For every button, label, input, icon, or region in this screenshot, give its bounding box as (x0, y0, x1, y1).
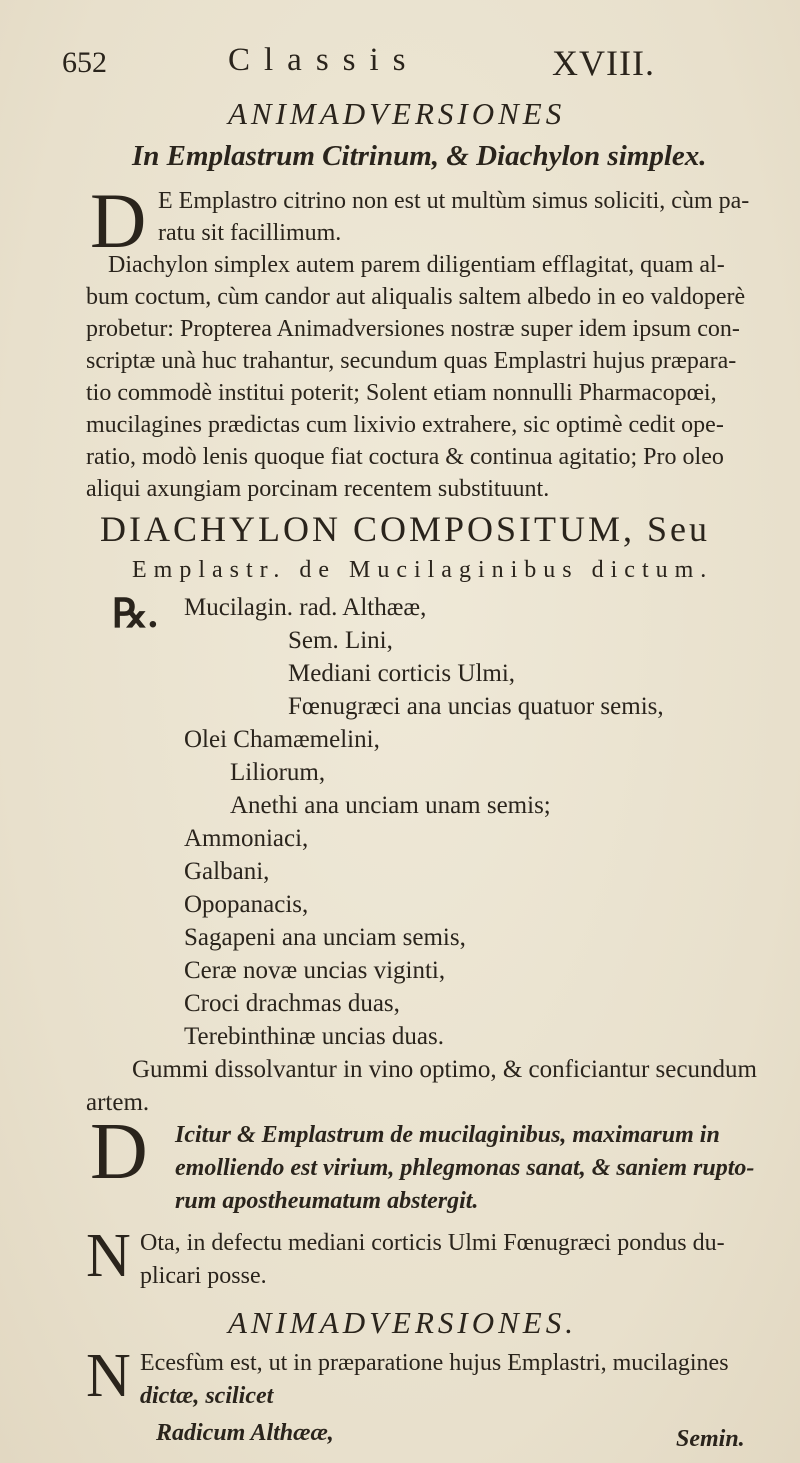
text-line: rum apostheumatum abstergit. (175, 1188, 479, 1214)
text-line: scriptæ unà huc trahantur, secundum quas Emplastri hujus præpara- (86, 348, 737, 374)
text-line: ratu sit facillimum. (158, 220, 342, 246)
class-word: Classis (228, 42, 420, 78)
ingredient-line: Anethi ana unciam unam semis; (230, 792, 551, 819)
ingredient-line: Opopanacis, (184, 891, 309, 918)
text-line: aliqui axungiam porcinam recentem substituunt. (86, 476, 550, 502)
text-line: Icitur & Emplastrum de mucilaginibus, maximarum in (175, 1122, 720, 1148)
page-number: 652 (62, 46, 107, 79)
ingredient-line: Mediani corticis Ulmi, (288, 660, 516, 687)
ingredient-line: Ceræ novæ uncias viginti, (184, 957, 446, 984)
text-line: mucilagines prædictas cum lixivio extrahere, sic optimè cedit ope- (86, 412, 724, 438)
drop-capital: N (86, 1222, 131, 1290)
ingredient-line: Terebinthinæ uncias duas. (184, 1023, 444, 1050)
drop-capital: N (86, 1342, 131, 1410)
catchword: Semin. (676, 1426, 745, 1452)
ingredient-line: Olei Chamæmelini, (184, 726, 380, 753)
ingredient-line: Sem. Lini, (288, 627, 393, 654)
text-line: tio commodè institui poterit; Solent etiam nonnulli Pharmacopœi, (86, 380, 717, 406)
section-subheading: In Emplastrum Citrinum, & Diachylon simplex. (132, 140, 707, 172)
ingredient-line: Liliorum, (230, 759, 326, 786)
drop-capital: D (90, 1108, 148, 1196)
recipe-title: DIACHYLON COMPOSITUM, Seu (100, 509, 711, 549)
recipe-symbol: ℞. (112, 591, 158, 636)
text-line: Diachylon simplex autem parem diligentiam efflagitat, quam al- (108, 252, 725, 278)
section-heading: ANIMADVERSIONES (228, 96, 566, 131)
ingredient-line: Mucilagin. rad. Althææ, (184, 594, 427, 621)
text-line: Ecesfùm est, ut in præparatione hujus Emplastri, mucilagines (140, 1350, 729, 1376)
recipe-closing: artem. (86, 1089, 150, 1116)
ingredient-line: Galbani, (184, 858, 270, 885)
text-line: probetur: Propterea Animadversiones nostræ super idem ipsum con- (86, 316, 740, 342)
text-line: dictæ, scilicet (140, 1383, 274, 1409)
ingredient-line: Ammoniaci, (184, 825, 309, 852)
drop-capital: D (90, 177, 147, 264)
text-line: Ota, in defectu mediani corticis Ulmi Fœnugræci pondus du- (140, 1230, 725, 1256)
ingredient-line: Fœnugræci ana uncias quatuor semis, (288, 693, 664, 720)
recipe-subtitle: Emplastr. de Mucilaginibus dictum. (132, 557, 714, 583)
text-line: ratio, modò lenis quoque fiat coctura & continua agitatio; Pro oleo (86, 444, 724, 470)
text-line: bum coctum, cùm candor aut aliqualis saltem albedo in eo valdoperè (86, 284, 746, 310)
text-line: Radicum Althææ, (156, 1420, 334, 1446)
ingredient-line: Croci drachmas duas, (184, 990, 400, 1017)
text-line: plicari posse. (140, 1263, 267, 1289)
class-number: XVIII. (552, 43, 655, 83)
recipe-closing: Gummi dissolvantur in vino optimo, & conficiantur secundum (132, 1056, 757, 1083)
text-line: emolliendo est virium, phlegmonas sanat, & saniem rupto- (175, 1155, 755, 1181)
text-line: E Emplastro citrino non est ut multùm simus soliciti, cùm pa- (158, 188, 750, 214)
section-heading: ANIMADVERSIONES. (228, 1305, 577, 1340)
ingredient-line: Sagapeni ana unciam semis, (184, 924, 466, 951)
